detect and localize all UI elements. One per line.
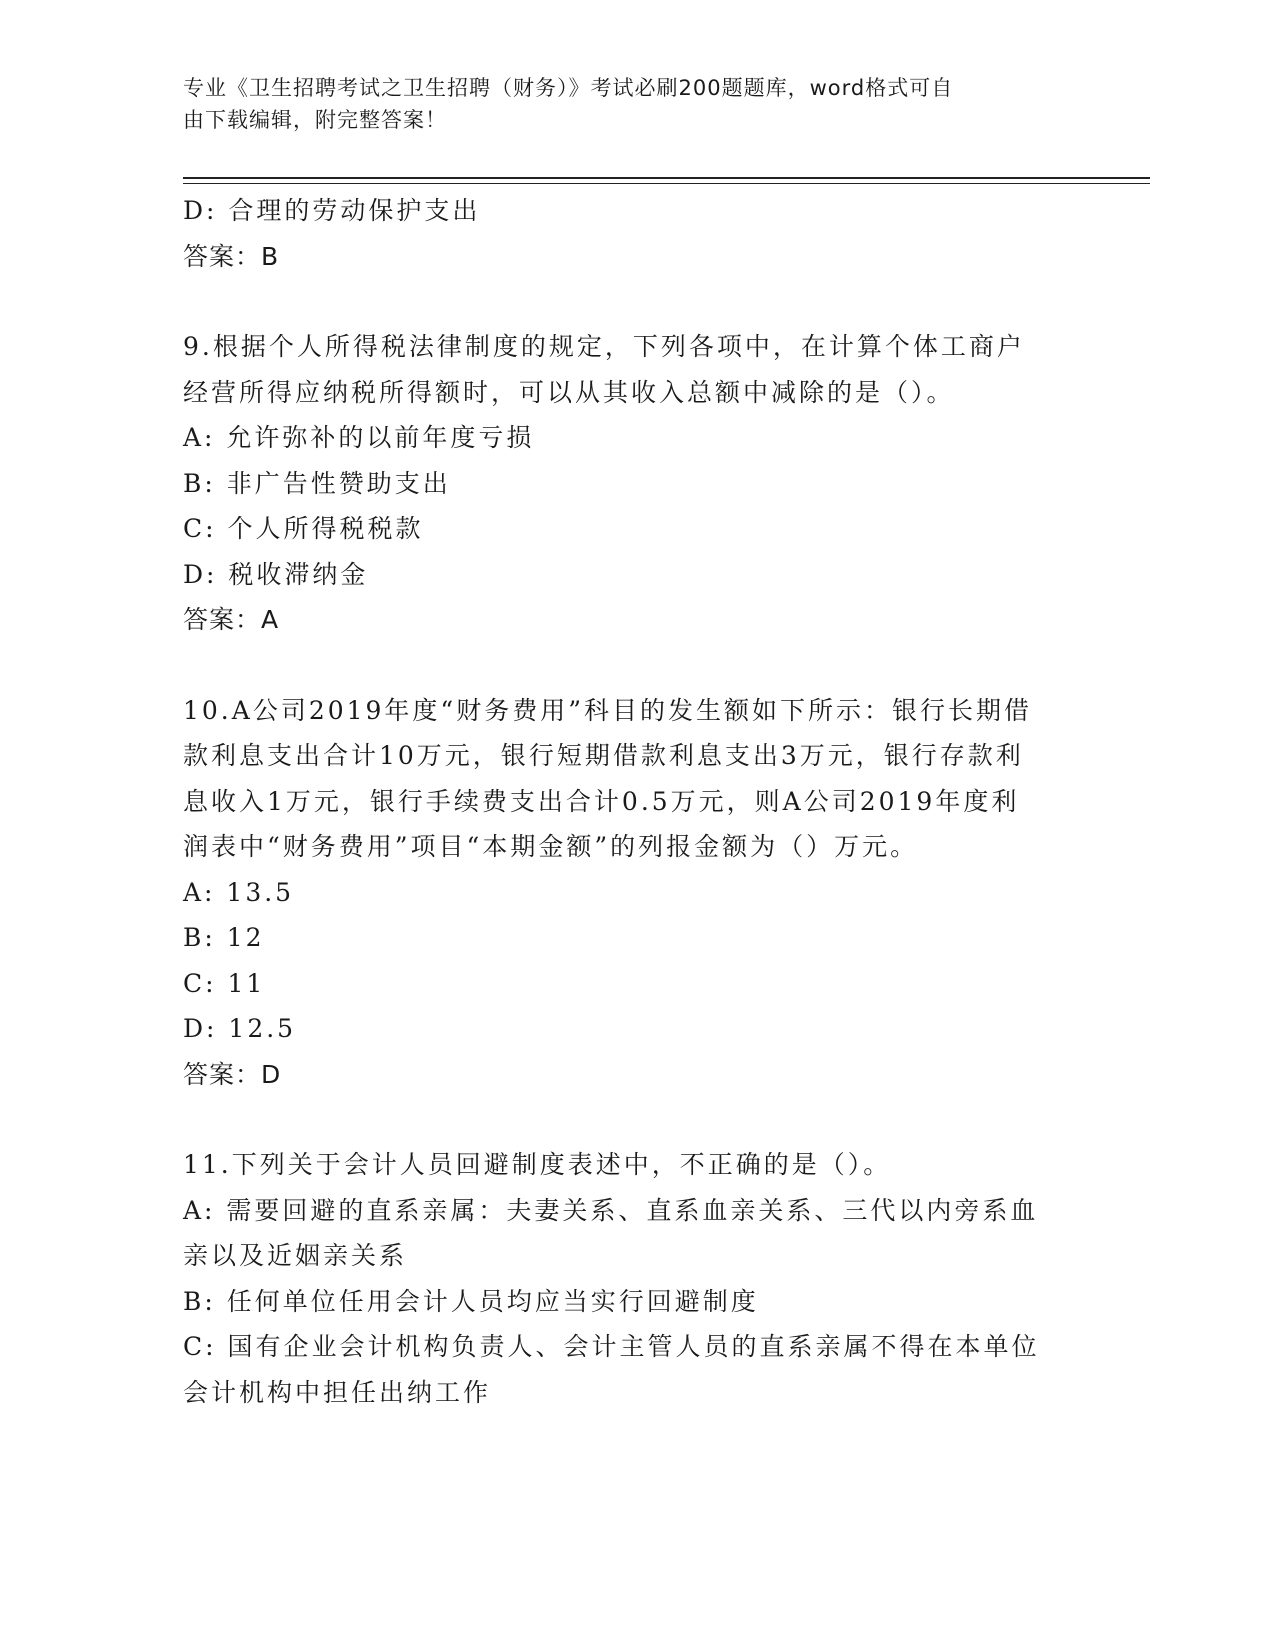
- option-c: C: 个人所得税税款: [183, 514, 424, 543]
- question-stem-line: 9.根据个人所得税法律制度的规定，下列各项中，在计算个体工商户: [183, 332, 1025, 361]
- header-title-line-1: 专业《卫生招聘考试之卫生招聘（财务）》考试必刷200题题库，word格式可自: [183, 76, 954, 100]
- question-stem-line: 11.下列关于会计人员回避制度表述中，不正确的是（）。: [183, 1150, 892, 1179]
- question-stem-line: 经营所得应纳税所得额时，可以从其收入总额中减除的是（）。: [183, 377, 955, 407]
- option-a-continuation: 亲以及近姻亲关系: [183, 1241, 408, 1270]
- option-b: B: 12: [183, 923, 265, 952]
- question-stem-line: 款利息支出合计10万元，银行短期借款利息支出3万元，银行存款利: [183, 741, 1024, 770]
- header-divider-thin: [183, 183, 1150, 184]
- option-b: B: 非广告性赞助支出: [183, 468, 451, 498]
- header-divider-thick: [183, 177, 1150, 179]
- option-a: A: 允许弥补的以前年度亏损: [183, 423, 535, 452]
- answer-line: 答案：A: [183, 605, 280, 634]
- question-stem-line: 10.A公司2019年度“财务费用”科目的发生额如下所示：银行长期借: [183, 695, 1032, 725]
- option-c: C: 11: [183, 968, 266, 998]
- question-gap: [183, 279, 1083, 324]
- answer-line: 答案：D: [183, 1059, 282, 1089]
- question-stem-line: 息收入1万元，银行手续费支出合计0.5万元，则A公司2019年度利: [183, 786, 1020, 816]
- option-a: A: 13.5: [183, 877, 295, 907]
- option-a: A: 需要回避的直系亲属：夫妻关系、直系血亲关系、三代以内旁系血: [183, 1195, 1039, 1225]
- question-gap: [183, 1097, 1083, 1142]
- document-header: [183, 72, 1063, 136]
- option-b: B: 任何单位任用会计人员均应当实行回避制度: [183, 1286, 759, 1316]
- header-title-line-2: 由下载编辑，附完整答案！: [183, 108, 447, 132]
- answer-line: 答案：B: [183, 241, 280, 271]
- question-10: [183, 688, 1083, 1098]
- document-body: [183, 188, 1083, 1415]
- option-d: D: 12.5: [183, 1014, 297, 1043]
- option-c-continuation: 会计机构中担任出纳工作: [183, 1377, 492, 1407]
- option-d: D: 合理的劳动保护支出: [183, 196, 481, 225]
- question-9: [183, 324, 1083, 643]
- question-11: [183, 1142, 1083, 1415]
- question-stem-line: 润表中“财务费用”项目“本期金额”的列报金额为（）万元。: [183, 832, 919, 861]
- option-c: C: 国有企业会计机构负责人、会计主管人员的直系亲属不得在本单位: [183, 1332, 1040, 1361]
- question-gap: [183, 643, 1083, 688]
- option-d: D: 税收滞纳金: [183, 559, 369, 589]
